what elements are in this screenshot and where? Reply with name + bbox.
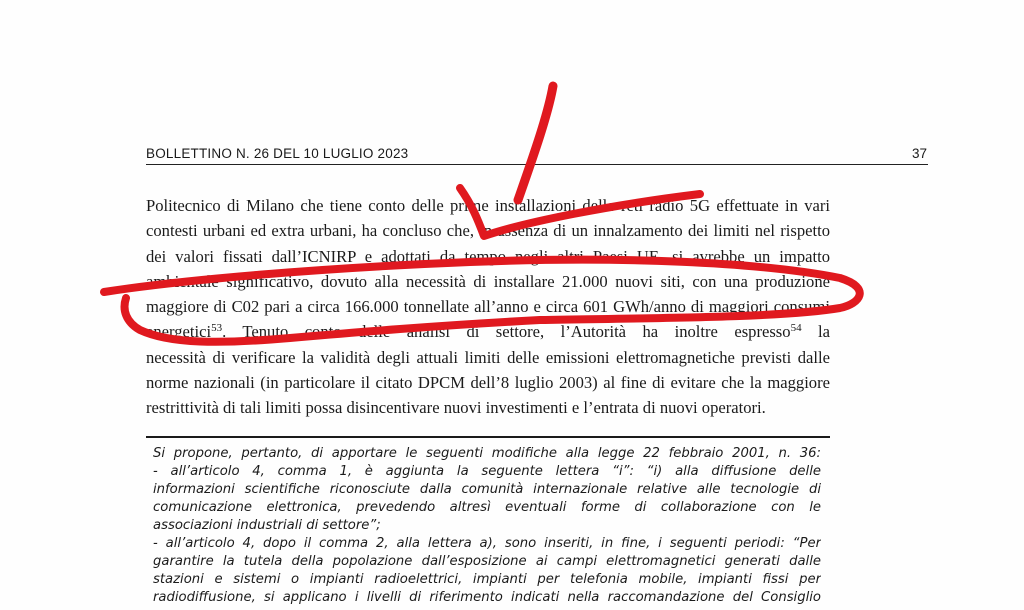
proposal-line: Si propone, pertanto, di apportare le seguenti modifiche alla legge 22 febbraio 2001, n. 36: [153,446,821,461]
proposal-line: garantire la tutela della popolazione dall’esposizione ai campi elettromagnetici generati dalle [153,554,821,569]
body-line: norme nazionali (in particolare il citato DPCM dell’8 luglio 2003) al fine di evitare che la maggiore [146,373,830,393]
footnote-ref-53[interactable]: 53 [211,322,223,335]
body-line: contesti urbani ed extra urbani, ha concluso che, in assenza di un innalzamento dei limiti nel rispetto [146,221,830,241]
body-line: maggiore di C02 pari a circa 166.000 tonnellate all’anno e circa 601 GWh/anno di maggiori consumi [146,297,830,317]
body-text: la [818,322,830,342]
body-text: . Tenuto conto delle analisi di settore, l’Autorità ha inoltre espresso [222,322,791,342]
proposal-line: - all’articolo 4, comma 1, è aggiunta la seguente lettera “i”: “i) alla diffusione delle [153,464,821,479]
body-line: restrittività di tali limiti possa disincentivare nuovi investimenti e l’entrata di nuovi operatori. [146,398,766,418]
proposal-line: associazioni industriali di settore”; [153,518,381,533]
proposal-line: - all’articolo 4, dopo il comma 2, alla lettera a), sono inseriti, in fine, i seguenti periodi: “Per [153,536,821,551]
body-text: energetici [146,322,212,342]
proposal-box [153,445,821,607]
ink-arrow-shaft [518,86,553,200]
body-paragraph [146,193,830,421]
running-head: BOLLETTINO N. 26 DEL 10 LUGLIO 2023 [146,146,409,161]
footnote-ref-54[interactable]: 54 [790,322,802,335]
page-number: 37 [912,146,928,161]
body-line-with-footnotes [146,319,830,344]
header-rule [146,164,928,165]
proposal-line: radiodiffusione, si applicano i livelli di riferimento indicati nella raccomandazione del Consiglio [153,590,821,605]
proposal-line: informazioni scientifiche riconosciute dalla comunità internazionale relative alle tecnologie di [153,482,821,497]
body-line: Politecnico di Milano che tiene conto delle prime installazioni delle reti radio 5G effettuate in vari [146,196,830,215]
proposal-line: comunicazione elettronica, prevedendo altresì eventuali forme di collaborazione con le [153,500,821,515]
proposal-box-top-rule [146,436,830,438]
body-line: ambientale significativo, dovuto alla necessità di installare 21.000 nuovi siti, con una produzione [146,271,830,291]
proposal-line: stazioni e sistemi o impianti radioelettrici, impianti per telefonia mobile, impianti fissi per [153,572,821,587]
body-line: dei valori fissati dall’ICNIRP e adottati da tempo negli altri Paesi UE, si avrebbe un impatto [146,246,830,266]
body-line: necessità di verificare la validità degli attuali limiti delle emissioni elettromagnetiche previsti dalle [146,347,830,367]
